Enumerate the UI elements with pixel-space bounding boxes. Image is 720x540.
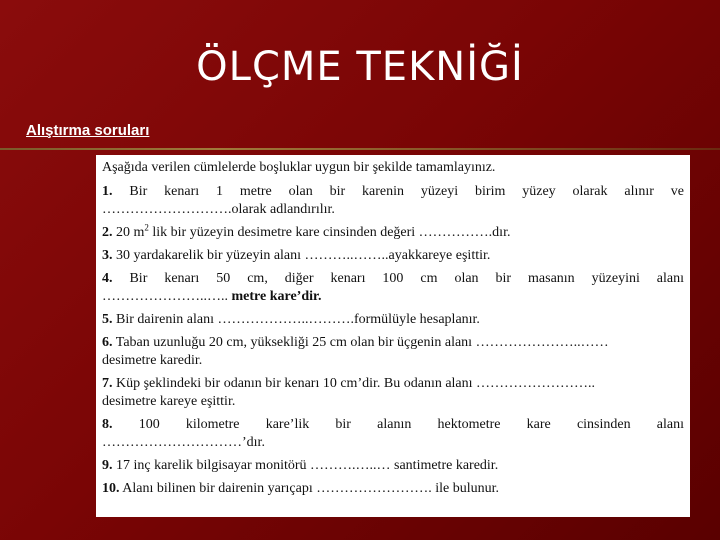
unit-text: metre kare’dir.: [231, 289, 322, 304]
question-text: Bir dairenin alanı ………………..……….formülüyle hesaplanır.: [116, 312, 480, 327]
question-9: [102, 457, 684, 475]
question-7-line-2: desimetre kareye eşittir.: [102, 394, 236, 409]
question-text: Küp şeklindeki bir odanın bir kenarı 10 cm’dir. Bu odanın alanı ……………………..: [116, 376, 596, 391]
question-5: [102, 311, 684, 329]
question-text: 30 yardakarelik bir yüzeyin alanı ………..……..ayakkareye eşittir.: [116, 248, 491, 263]
question-2: [102, 224, 684, 242]
question-text: Bir kenarı 50 cm, diğer kenarı 100 cm olan bir masanın yüzeyini alanı: [129, 271, 685, 286]
question-10: [102, 480, 684, 498]
worksheet-intro: Aşağıda verilen cümlelerde boşluklar uygun bir şekilde tamamlayınız.: [102, 160, 496, 175]
slide-title: ÖLÇME TEKNİĞİ: [196, 44, 524, 90]
question-6: [102, 334, 684, 370]
question-text: Alanı bilinen bir dairenin yarıçapı ……………………. ile bulunur.: [122, 481, 499, 496]
question-text-pre: 20 m: [116, 225, 145, 240]
question-number: 4.: [102, 271, 113, 286]
question-4: [102, 270, 684, 306]
question-6-line-2: desimetre karedir.: [102, 353, 203, 368]
question-number: 3.: [102, 248, 113, 263]
question-number: 8.: [102, 417, 113, 432]
question-number: 10.: [102, 481, 120, 496]
question-text: Taban uzunluğu 20 cm, yüksekliği 25 cm olan bir üçgenin alanı …………………..……: [115, 335, 609, 350]
question-1-line-2: ……………………….olarak adlandırılır.: [102, 202, 335, 217]
question-text: Bir kenarı 1 metre olan bir karenin yüzeyi birim yüzey olarak alınır ve: [129, 184, 685, 199]
title-divider: [0, 148, 720, 150]
question-1-line-1: [102, 183, 684, 201]
question-number: 5.: [102, 312, 113, 327]
question-8-line-2: …………………………’dır.: [102, 435, 265, 450]
question-text: 100 kilometre kare’lik bir alanın hektometre kare cinsinden alanı: [138, 417, 684, 432]
question-number: 7.: [102, 376, 113, 391]
question-text: 17 inç karelik bilgisayar monitörü ……….…..… santimetre karedir.: [116, 458, 499, 473]
question-number: 1.: [102, 184, 113, 199]
question-4-line-2: [102, 288, 684, 306]
worksheet-image: [96, 155, 690, 517]
question-8: [102, 416, 684, 452]
exercise-heading: Alıştırma soruları: [26, 122, 150, 139]
blank: …………………..…..: [102, 289, 232, 304]
question-7-line-1: [102, 375, 684, 393]
question-7: [102, 375, 684, 411]
question-8-line-1: [102, 416, 684, 434]
question-4-line-1: [102, 270, 684, 288]
question-number: 9.: [102, 458, 113, 473]
question-number: 2.: [102, 225, 113, 240]
question-number: 6.: [102, 335, 113, 350]
question-1: [102, 183, 684, 219]
question-6-line-1: [102, 334, 684, 352]
question-3: [102, 247, 684, 265]
question-text-post: lik bir yüzeyin desimetre kare cinsinden değeri …………….dır.: [148, 225, 511, 240]
superscript: 2: [144, 222, 149, 233]
